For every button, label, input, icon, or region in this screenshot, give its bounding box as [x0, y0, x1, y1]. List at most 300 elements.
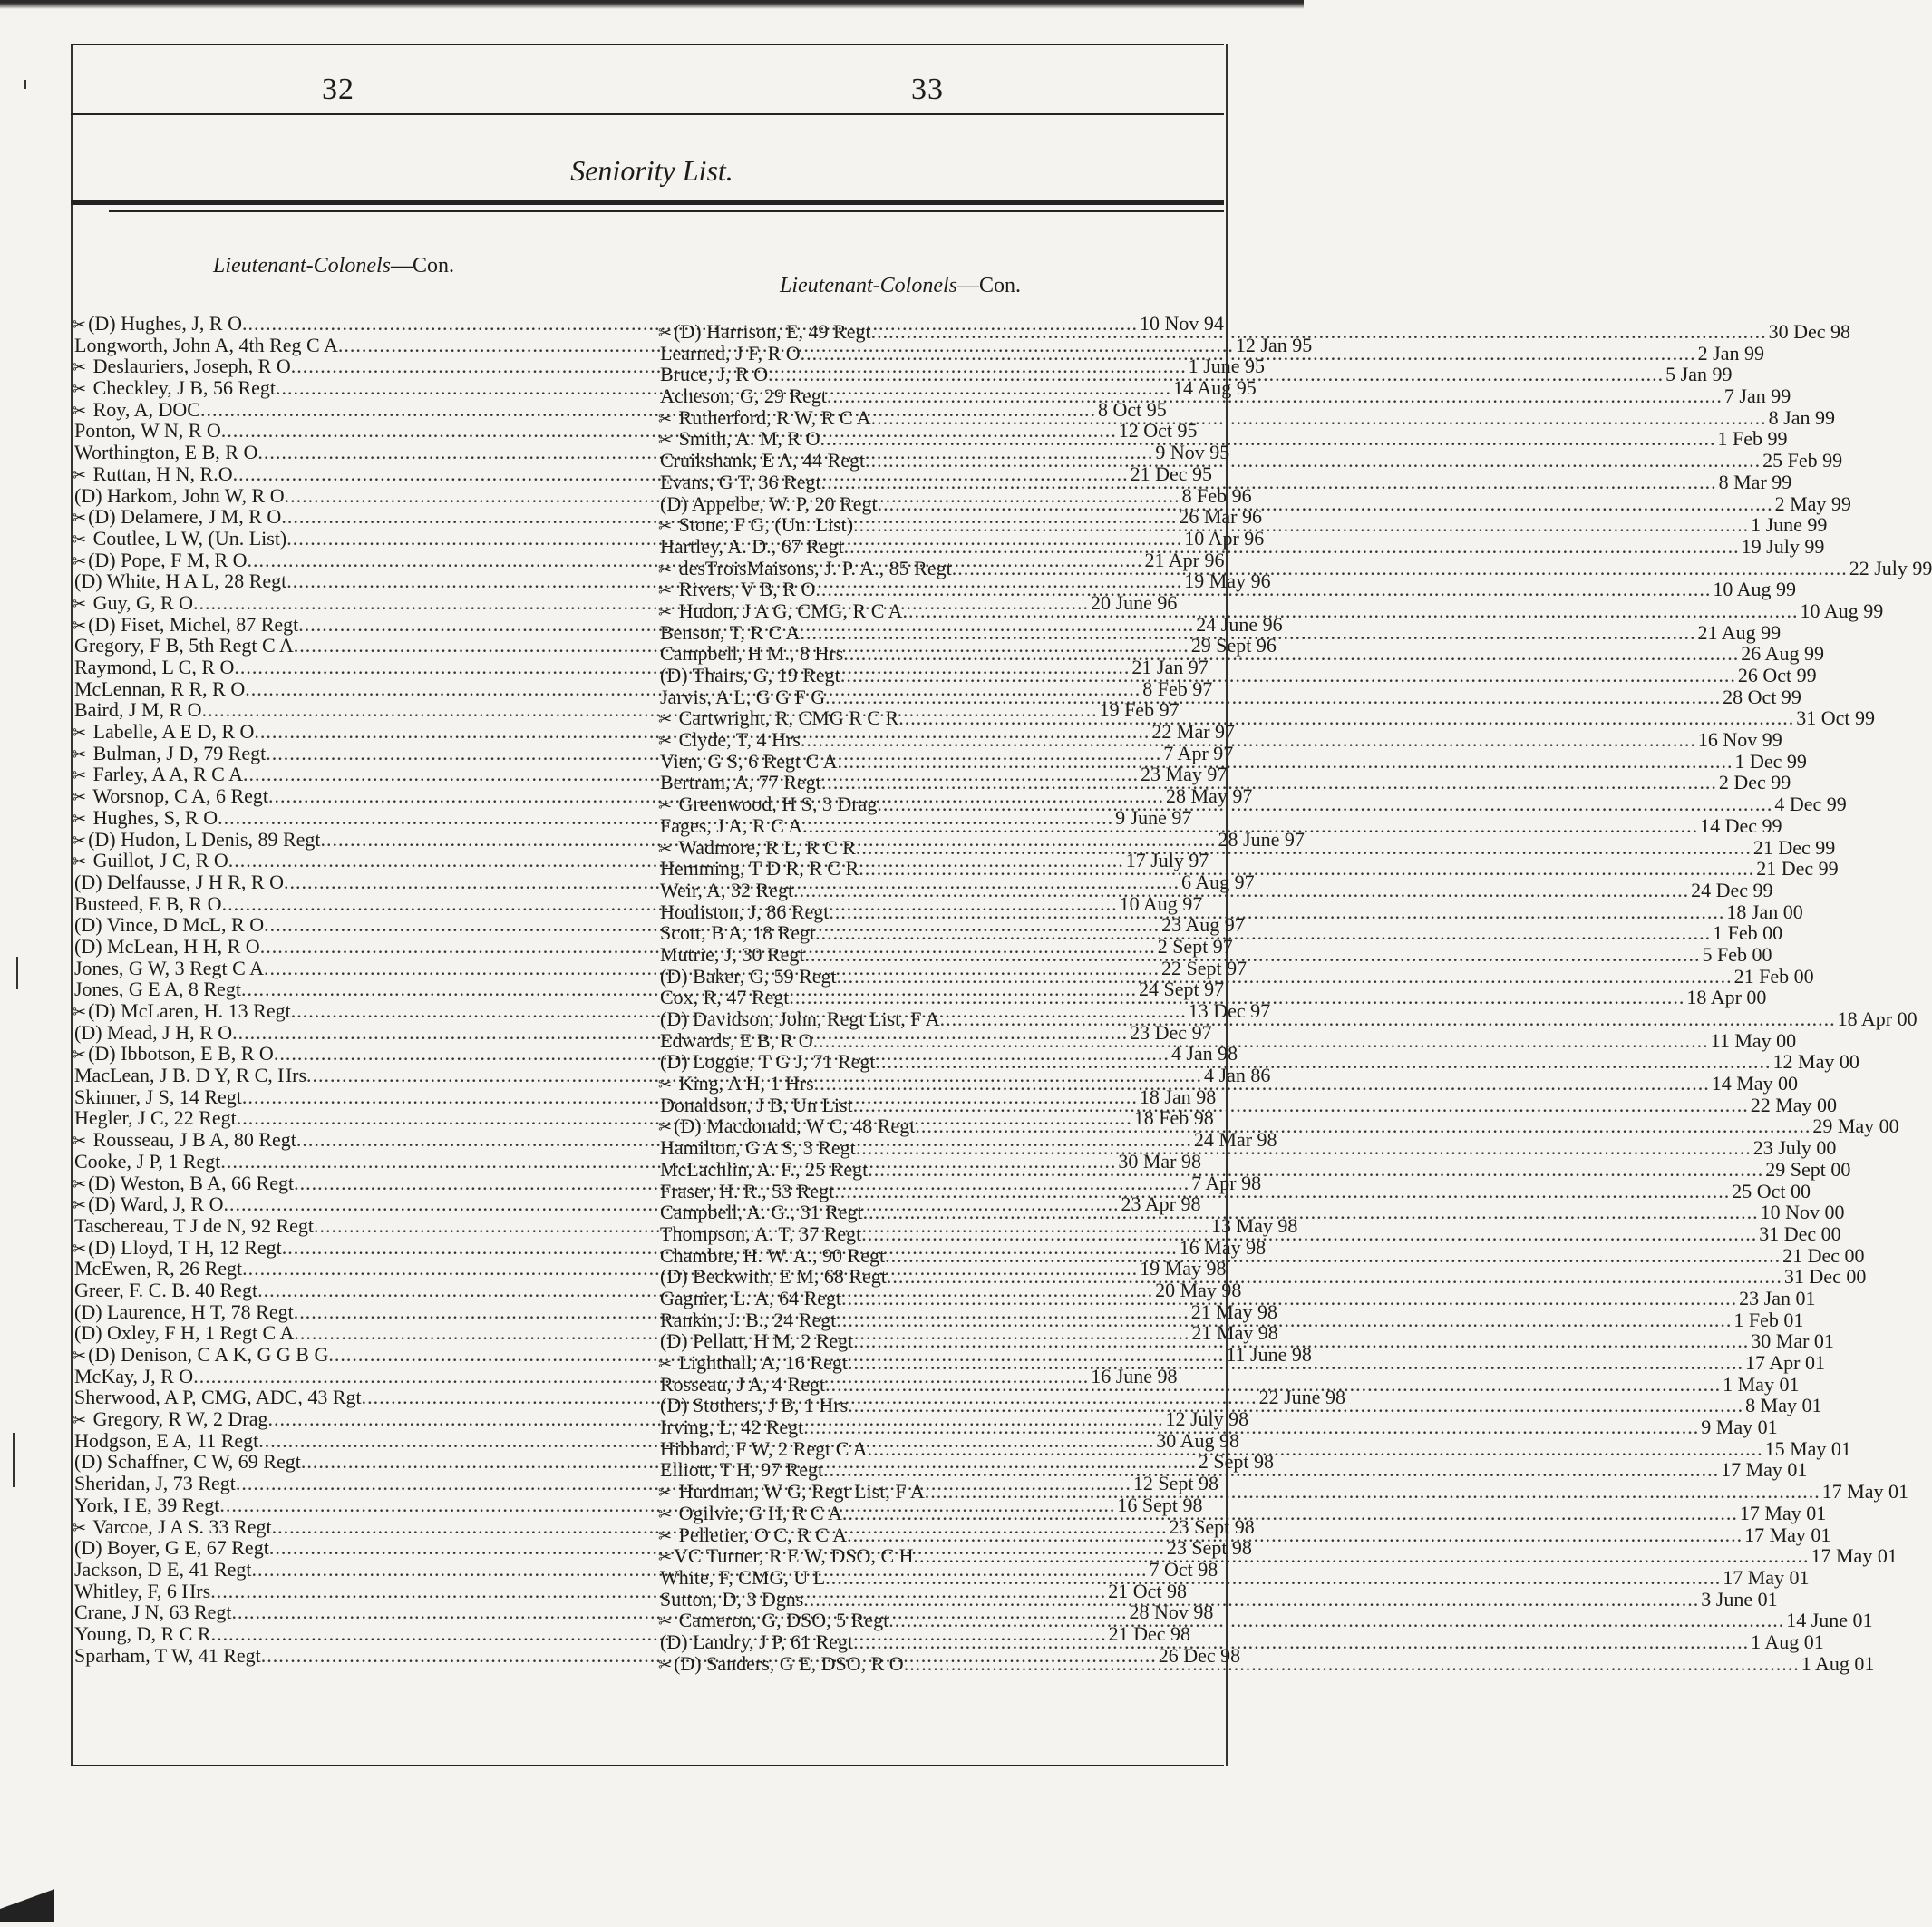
- entry-date: 17 May 01: [1744, 1523, 1831, 1546]
- entry-prefix: (D): [88, 1235, 116, 1259]
- entry-date: 17 May 01: [1811, 1544, 1898, 1568]
- entry-date: 1 Aug 01: [1801, 1651, 1875, 1675]
- entry-name-text: Donaldson, J B, Un List: [660, 1093, 853, 1116]
- dot-leader: [868, 1438, 1763, 1460]
- entry-date: 28 Oct 99: [1723, 685, 1801, 708]
- header-rule-top: [71, 44, 1224, 45]
- scissors-icon: ✂: [73, 766, 87, 786]
- entry-name-text: Vince, D McL, R O: [106, 913, 265, 937]
- entry-date: 28 May 97: [1166, 784, 1253, 808]
- entry-date: 14 Dec 99: [1700, 813, 1782, 837]
- entry-name-text: Fraser, H. R., 53 Regt: [660, 1179, 835, 1202]
- entry-name-text: Loggie, T G J, 71 Regt: [693, 1050, 876, 1074]
- entry-date: 16 June 98: [1091, 1364, 1178, 1387]
- entry-name-text: Roy, A, DOC: [92, 397, 200, 421]
- scissors-icon: ✂: [658, 1118, 673, 1138]
- entry-name-text: Scott, B A, 18 Regt: [660, 921, 816, 945]
- header-rule-mid: [71, 113, 1224, 115]
- entry-date: 21 Dec 99: [1752, 835, 1836, 859]
- entry-name-text: McKay, J, R O: [74, 1364, 194, 1387]
- dot-leader: [863, 1202, 1759, 1223]
- dot-leader: [814, 1073, 1710, 1095]
- entry-date: 11 June 98: [1226, 1343, 1312, 1366]
- dot-leader: [821, 772, 1717, 793]
- entry-date: 22 Sept 97: [1161, 956, 1248, 979]
- entry-prefix: (D): [674, 1114, 702, 1138]
- entry-name-text: Worsnop, C A, 6 Regt: [92, 784, 268, 808]
- page-title: Seniority List.: [570, 154, 733, 187]
- scissors-icon: ✂: [73, 380, 87, 400]
- entry-name-text: Greer, F. C. B. 40 Regt: [74, 1278, 258, 1301]
- dot-leader: [813, 1030, 1709, 1052]
- entry-name-text: Landry, J P, 61 Regt: [693, 1630, 854, 1653]
- entry-prefix: (D): [88, 1343, 116, 1366]
- entry-date: 2 Jan 99: [1697, 341, 1764, 365]
- scissors-icon: ✂: [658, 560, 673, 579]
- entry-name-text: Labelle, A E D, R O: [92, 720, 255, 744]
- dot-leader: [856, 837, 1752, 859]
- entry-date: 12 May 00: [1772, 1050, 1859, 1074]
- entry-name-text: Hamilton, G A S, 3 Regt: [660, 1136, 856, 1160]
- entry-name: [73, 1645, 261, 1669]
- column-heading-left: Lieutenant-Colonels—Con.: [213, 254, 454, 277]
- entry-name-text: Sherwood, A P, CMG, ADC, 43 Rgt: [74, 1386, 362, 1409]
- scissors-icon: ✂: [658, 602, 673, 622]
- entry-name-text: Sheridan, J, 73 Regt: [74, 1472, 236, 1495]
- entry-name-text: Stone, F G, (Un. List): [678, 513, 854, 537]
- margin-mark: [13, 1433, 15, 1487]
- scissors-icon: ✂: [658, 1612, 673, 1632]
- entry-date: 23 July 00: [1752, 1136, 1837, 1160]
- entry-prefix: (D): [674, 320, 702, 343]
- entry-date: 8 Mar 99: [1718, 470, 1792, 493]
- dot-leader: [853, 1631, 1749, 1653]
- dot-leader: [878, 493, 1773, 515]
- entry-name-text: Oxley, F H, 1 Regt C A: [107, 1321, 295, 1345]
- entry-name-text: Checkley, J B, 56 Regt: [92, 376, 277, 400]
- dot-leader: [803, 1416, 1699, 1438]
- entry-name-text: Jones, G W, 3 Regt C A: [74, 956, 265, 979]
- dot-leader: [925, 1481, 1820, 1503]
- entry-name-text: MacLean, J B. D Y, R C, Hrs: [74, 1064, 307, 1087]
- dot-leader: [952, 558, 1848, 579]
- entry-name-text: Laurence, H T, 78 Regt: [107, 1299, 294, 1323]
- entry-date: 17 May 01: [1739, 1501, 1827, 1524]
- entry-date: 12 Oct 95: [1118, 419, 1198, 443]
- entry-date: 15 May 01: [1764, 1436, 1851, 1460]
- entry-date: 21 Feb 00: [1733, 964, 1814, 988]
- entry-name-text: McEwen, R, 26 Regt: [74, 1257, 243, 1280]
- entry-date: 12 Jan 95: [1235, 333, 1313, 356]
- seniority-entry: [658, 427, 1788, 451]
- entry-name-text: Evans, G T, 36 Regt: [660, 470, 821, 493]
- seniority-entry: [658, 470, 1792, 493]
- seniority-entry: [658, 405, 1835, 429]
- entry-name-text: Learned, J F, R O: [660, 341, 801, 365]
- entry-name-text: Hemming, T D R, R C R: [660, 857, 859, 881]
- dot-leader: [789, 987, 1684, 1008]
- entry-name-text: Turner, R E W, DSO, C H: [705, 1544, 914, 1568]
- entry-date: 13 Dec 97: [1188, 999, 1271, 1022]
- entry-date: 18 Apr 00: [1837, 1007, 1917, 1030]
- entry-prefix: (D): [88, 612, 116, 636]
- entry-date: 25 Feb 99: [1762, 449, 1843, 472]
- entry-date: 18 Apr 00: [1686, 986, 1767, 1009]
- entry-name-text: Delfausse, J H R, R O: [107, 870, 284, 893]
- entry-date: 7 Jan 99: [1723, 384, 1791, 408]
- entry-name-text: Weir, A, 32 Regt: [660, 878, 794, 901]
- entry-prefix: (D): [660, 1050, 688, 1074]
- entry-name-text: Rousseau, J B A, 80 Regt: [92, 1128, 296, 1152]
- entry-date: 28 Nov 98: [1129, 1601, 1214, 1624]
- scissors-icon: ✂: [73, 551, 87, 571]
- entry-date: 30 Aug 98: [1156, 1428, 1239, 1452]
- entry-name-text: McLaren, H. 13 Regt: [121, 999, 291, 1022]
- scissors-icon: ✂: [658, 839, 673, 859]
- entry-name-text: Thairs, G, 19 Regt: [692, 664, 840, 686]
- dot-leader: [898, 707, 1794, 729]
- dot-leader: [837, 751, 1733, 773]
- scissors-icon: ✂: [73, 316, 87, 335]
- dot-leader: [825, 1374, 1721, 1396]
- entry-name-text: McLean, H H, R O: [107, 934, 260, 958]
- entry-date: 20 June 96: [1091, 590, 1178, 614]
- entry-date: 17 May 01: [1721, 1458, 1808, 1482]
- entry-date: 22 Mar 97: [1151, 720, 1236, 744]
- dot-leader: [793, 880, 1689, 901]
- entry-name-text: White, F, CMG, U L: [660, 1565, 826, 1589]
- entry-date: 24 Dec 99: [1691, 878, 1773, 901]
- entry-date: 29 May 00: [1812, 1114, 1899, 1138]
- seniority-entry: [658, 900, 1803, 923]
- entry-name-text: Mutrie, J, 30 Regt: [660, 942, 805, 966]
- entry-date: 21 Oct 98: [1108, 1579, 1187, 1602]
- entry-date: 28 June 97: [1218, 827, 1305, 851]
- entry-date: 1 Feb 00: [1713, 921, 1783, 945]
- dot-leader: [801, 343, 1696, 365]
- entry-date: 1 Dec 99: [1734, 749, 1807, 773]
- entry-name-text: Worthington, E B, R O: [74, 441, 258, 464]
- entry-name-text: Hurdman, W G, Regt List, F A: [678, 1480, 925, 1504]
- seniority-entry: [658, 771, 1791, 794]
- entry-name-text: Wadmore, R L, R C R: [678, 835, 856, 859]
- entry-name-text: Delamere, J M, R O: [121, 505, 282, 529]
- dot-leader: [837, 966, 1733, 988]
- seniority-entry: [658, 449, 1843, 472]
- scissors-icon: ✂: [658, 1355, 673, 1374]
- scissors-icon: ✂: [73, 1046, 87, 1066]
- seniority-entry: [658, 986, 1767, 1009]
- entry-date: 2 Sept 98: [1198, 1450, 1274, 1474]
- entry-name-text: Guy, G, R O: [92, 590, 194, 614]
- entry-name-text: Jarvis, A L, G G F G: [660, 685, 826, 708]
- entry-date: 26 Dec 98: [1158, 1643, 1241, 1667]
- entry-date: 21 Aug 99: [1697, 620, 1782, 644]
- entry-prefix: (D): [660, 664, 688, 686]
- entry-date: 16 Sept 98: [1117, 1493, 1203, 1516]
- scissors-icon: ✂: [73, 1174, 87, 1194]
- scissors-icon: ✂: [73, 401, 87, 421]
- dot-leader: [856, 1137, 1752, 1159]
- entry-name-text: Edwards, E B, R O: [660, 1028, 813, 1052]
- entry-name-text: Hughes, J, R O: [121, 312, 242, 335]
- dot-leader: [815, 922, 1711, 944]
- entry-name-text: McLennan, R R, R O: [74, 676, 246, 700]
- seniority-entry: [658, 1114, 1899, 1138]
- entry-prefix: (D): [660, 964, 688, 988]
- scissors-icon: ✂: [658, 409, 673, 429]
- entry-name-text: Stothers, J B, 1 Hrs: [693, 1394, 849, 1417]
- entry-date: 23 May 97: [1141, 763, 1228, 786]
- entry-name-text: Whitley, F, 6 Hrs: [74, 1579, 211, 1602]
- entry-name-text: Bulman, J D, 79 Regt: [92, 741, 267, 764]
- entry-prefix: (D): [660, 1630, 688, 1653]
- entry-name-text: Denison, C A K, G G B G: [121, 1343, 329, 1366]
- entry-date: 21 Dec 00: [1782, 1243, 1865, 1267]
- dot-leader: [904, 1653, 1800, 1675]
- entry-name-text: Vien, G S, 6 Regt C A: [660, 749, 838, 773]
- entry-date: 24 Sept 97: [1138, 978, 1225, 1001]
- entry-name-text: Ponton, W N, R O: [74, 419, 221, 443]
- entry-date: 31 Dec 00: [1783, 1265, 1867, 1289]
- entry-date: 30 Mar 01: [1751, 1329, 1834, 1353]
- entry-date: 21 May 98: [1190, 1299, 1278, 1323]
- entry-name-text: Cameron, G, DSO, 5 Regt: [678, 1609, 889, 1632]
- dot-leader: [868, 1159, 1763, 1181]
- entry-name: [658, 1653, 904, 1677]
- entry-date: 21 Dec 98: [1108, 1621, 1191, 1645]
- dot-leader: [871, 407, 1767, 429]
- scissors-icon: ✂: [73, 1518, 87, 1538]
- scissors-icon: ✂: [658, 1075, 673, 1095]
- scissors-icon: ✂: [73, 745, 87, 764]
- seniority-entry: [658, 1093, 1838, 1116]
- entry-date: 2 Sept 97: [1157, 934, 1233, 958]
- scissors-icon: ✂: [658, 1504, 673, 1524]
- entry-date: 10 Apr 96: [1184, 526, 1265, 550]
- scissors-icon: ✂: [73, 594, 87, 614]
- entry-date: 1 Aug 01: [1751, 1630, 1824, 1653]
- entry-date: 19 May 98: [1140, 1257, 1227, 1280]
- dot-leader: [803, 1589, 1699, 1611]
- entry-prefix: (D): [74, 870, 102, 893]
- dot-leader: [829, 901, 1724, 923]
- entry-date: 21 May 98: [1191, 1321, 1278, 1345]
- dot-leader: [802, 815, 1698, 837]
- entry-prefix: (D): [74, 1450, 102, 1474]
- entry-prefix: (D): [74, 1299, 102, 1323]
- entry-date: 5 Feb 00: [1702, 942, 1772, 966]
- entry-date: 10 Aug 97: [1119, 891, 1203, 915]
- entry-date: 7 Apr 98: [1191, 1171, 1262, 1194]
- entry-prefix: (D): [88, 1171, 116, 1194]
- entry-date: 26 Aug 99: [1741, 642, 1824, 666]
- entry-name-text: Coutlee, L W, (Un. List): [92, 526, 287, 550]
- entry-name-text: Hibbard, F W, 2 Regt C A: [660, 1436, 868, 1460]
- scissors-icon: ✂: [658, 431, 673, 451]
- dot-leader: [836, 1309, 1732, 1331]
- entry-date: 4 Jan 98: [1170, 1042, 1238, 1066]
- seniority-entry: [658, 320, 1851, 343]
- entry-date: 31 Dec 00: [1759, 1221, 1841, 1245]
- scissors-icon: ✂: [73, 1132, 87, 1152]
- entry-name-text: Deslauriers, Joseph, R O: [92, 355, 291, 378]
- entry-name-text: Cruikshank, E A, 44 Regt: [660, 449, 866, 472]
- entry-date: 18 Jan 00: [1726, 900, 1803, 923]
- scissors-icon: ✂: [73, 530, 87, 550]
- entry-name-text: Bruce, J, R O: [660, 363, 769, 386]
- entry-date: 8 Feb 97: [1142, 676, 1213, 700]
- entry-date: 7 Oct 98: [1149, 1557, 1218, 1581]
- entry-date: 21 Dec 99: [1756, 857, 1839, 881]
- dot-leader: [940, 1008, 1836, 1030]
- entry-name-text: Hegler, J C, 22 Regt: [74, 1106, 237, 1130]
- entry-name-text: Busteed, E B, R O: [74, 891, 222, 915]
- dot-leader: [847, 1524, 1743, 1546]
- entry-date: 12 Sept 98: [1132, 1472, 1218, 1495]
- entry-date: 1 June 99: [1751, 513, 1828, 537]
- entry-date: 23 Sept 98: [1169, 1514, 1255, 1538]
- entry-date: 10 Nov 94: [1139, 312, 1224, 335]
- entry-prefix: (D): [88, 1042, 116, 1066]
- scissors-icon: ✂: [73, 831, 87, 851]
- entry-name-text: Rosseau, J A, 4 Regt: [660, 1372, 826, 1396]
- entry-date: 24 Mar 98: [1193, 1128, 1277, 1152]
- scissors-icon: ✂: [658, 796, 673, 816]
- entry-name-text: Jackson, D E, 41 Regt: [74, 1557, 252, 1581]
- dot-leader: [861, 1223, 1757, 1245]
- entry-prefix: (D): [88, 548, 116, 571]
- dot-leader: [885, 1245, 1781, 1267]
- entry-date: 10 Nov 00: [1760, 1201, 1845, 1224]
- entry-date: 2 Dec 99: [1718, 771, 1791, 794]
- entry-date: 21 Jan 97: [1131, 656, 1209, 678]
- entry-date: 1 Feb 01: [1733, 1308, 1804, 1331]
- entry-name-text: Sanders, G E, DSO, R O: [706, 1651, 904, 1675]
- entry-date: 9 Nov 95: [1155, 441, 1230, 464]
- dot-leader: [825, 686, 1721, 708]
- entry-name-text: White, H A L, 28 Regt: [106, 569, 287, 593]
- footer-rule: [71, 1765, 1224, 1766]
- entry-name-text: Cox, R, 47 Regt: [660, 986, 790, 1009]
- entry-prefix: (D): [74, 569, 102, 593]
- entry-prefix: (D): [660, 491, 688, 515]
- entry-date: 14 June 01: [1786, 1609, 1873, 1632]
- entry-name-text: Baird, J M, R O: [74, 698, 202, 722]
- entry-date: 30 Dec 98: [1768, 320, 1851, 343]
- entry-name-text: Farley, A A, R C A: [92, 763, 244, 786]
- entry-name-text: Houliston, J, 86 Regt: [660, 900, 830, 923]
- dot-leader: [768, 364, 1664, 385]
- entry-name-text: Schaffner, C W, 69 Regt: [107, 1450, 301, 1474]
- dot-leader: [876, 1051, 1772, 1073]
- scissors-icon: ✂: [73, 852, 87, 872]
- entry-date: 21 Apr 96: [1144, 548, 1225, 571]
- entry-name-text: desTroisMaisons, J. P. A., 85 Regt: [678, 556, 952, 579]
- seniority-entry: [658, 599, 1884, 622]
- seniority-entry: [658, 1501, 1827, 1524]
- entry-name-text: Ruttan, H N, R.O: [92, 462, 233, 485]
- entry-name-text: Campbell, H M., 8 Hrs: [660, 642, 844, 666]
- entry-prefix: (D): [74, 913, 102, 937]
- dot-leader: [825, 1567, 1721, 1589]
- entry-name-text: McLachlin, A. F., 25 Regt: [660, 1157, 869, 1181]
- margin-mark: [0, 1886, 54, 1922]
- seniority-entry: [658, 1630, 1824, 1653]
- entry-name-text: Fiset, Michel, 87 Regt: [121, 612, 299, 636]
- entry-date: 10 Aug 99: [1713, 578, 1797, 601]
- entry-date: 6 Aug 97: [1180, 870, 1255, 893]
- dot-leader: [805, 944, 1701, 966]
- entry-name-text: Gregory, R W, 2 Drag: [92, 1407, 268, 1431]
- dot-leader: [903, 600, 1799, 622]
- seniority-entry: [658, 556, 1932, 579]
- entry-name-text: Clyde, T, 4 Hrs: [678, 728, 801, 752]
- dot-leader: [801, 729, 1696, 751]
- entry-prefix: (D): [74, 1536, 102, 1560]
- entry-date: 17 May 01: [1821, 1480, 1909, 1504]
- entry-date: 22 July 99: [1849, 556, 1932, 579]
- entry-name-text: Macdonald, W C, 48 Regt: [706, 1114, 916, 1138]
- header-rule-thick: [71, 200, 1224, 205]
- dot-leader: [887, 1266, 1782, 1288]
- entry-name-text: Greenwood, H S, 3 Drag: [678, 793, 878, 816]
- entry-date: 23 Sept 98: [1166, 1536, 1252, 1560]
- entry-date: 19 May 96: [1184, 569, 1271, 593]
- entry-date: 20 May 98: [1155, 1278, 1242, 1301]
- entry-prefix: (D): [74, 1321, 102, 1345]
- entry-name-text: Sparham, T W, 41 Regt: [74, 1643, 261, 1667]
- entry-name-text: Lloyd, T H, 12 Regt: [121, 1235, 282, 1259]
- scissors-icon: ✂: [73, 724, 87, 744]
- entry-name-text: Acheson, G, 29 Regt: [660, 384, 827, 408]
- entry-name-text: Longworth, John A, 4th Reg C A: [74, 333, 338, 356]
- entry-date: 8 Feb 96: [1181, 483, 1252, 507]
- dot-leader: [915, 1115, 1811, 1137]
- seniority-entry: [658, 1028, 1797, 1052]
- entry-date: 2 May 99: [1774, 491, 1851, 515]
- entry-date: 21 Dec 95: [1130, 462, 1213, 485]
- entry-name-text: Hudon, L Denis, 89 Regt: [121, 827, 321, 851]
- entry-name-text: Irving, L, 42 Regt: [660, 1416, 804, 1439]
- entry-date: 19 July 99: [1741, 534, 1825, 558]
- entry-name-text: Fages, J A, R C A: [660, 813, 803, 837]
- entry-prefix: (D): [88, 827, 116, 851]
- dot-leader: [853, 1095, 1749, 1116]
- seniority-entry: [658, 1609, 1873, 1632]
- scissors-icon: ✂: [658, 581, 673, 601]
- scissors-icon: ✂: [658, 732, 673, 752]
- entry-name-text: Ward, J, R O: [120, 1192, 224, 1216]
- scissors-icon: ✂: [73, 1239, 87, 1259]
- entry-prefix: (D): [88, 505, 116, 529]
- entry-date: 1 June 95: [1188, 355, 1266, 378]
- seniority-entry: [658, 1565, 1810, 1589]
- dot-leader: [844, 536, 1740, 558]
- scissors-icon: ✂: [73, 809, 87, 829]
- entry-date: 19 Feb 97: [1099, 698, 1180, 722]
- seniority-entry: [658, 857, 1839, 881]
- entry-name-text: Baker, G, 59 Regt: [693, 964, 837, 988]
- entry-name-text: Hodgson, E A, 11 Regt: [74, 1428, 259, 1452]
- entry-name-text: Guillot, J C, R O: [92, 849, 228, 872]
- dot-leader: [820, 428, 1715, 450]
- entry-date: 5 Jan 99: [1665, 363, 1733, 386]
- scissors-icon: ✂: [73, 358, 87, 378]
- entry-prefix: (D): [74, 934, 102, 958]
- entry-date: 12 July 98: [1165, 1407, 1249, 1431]
- entry-name-text: Thompson, A. T, 37 Regt: [660, 1221, 862, 1245]
